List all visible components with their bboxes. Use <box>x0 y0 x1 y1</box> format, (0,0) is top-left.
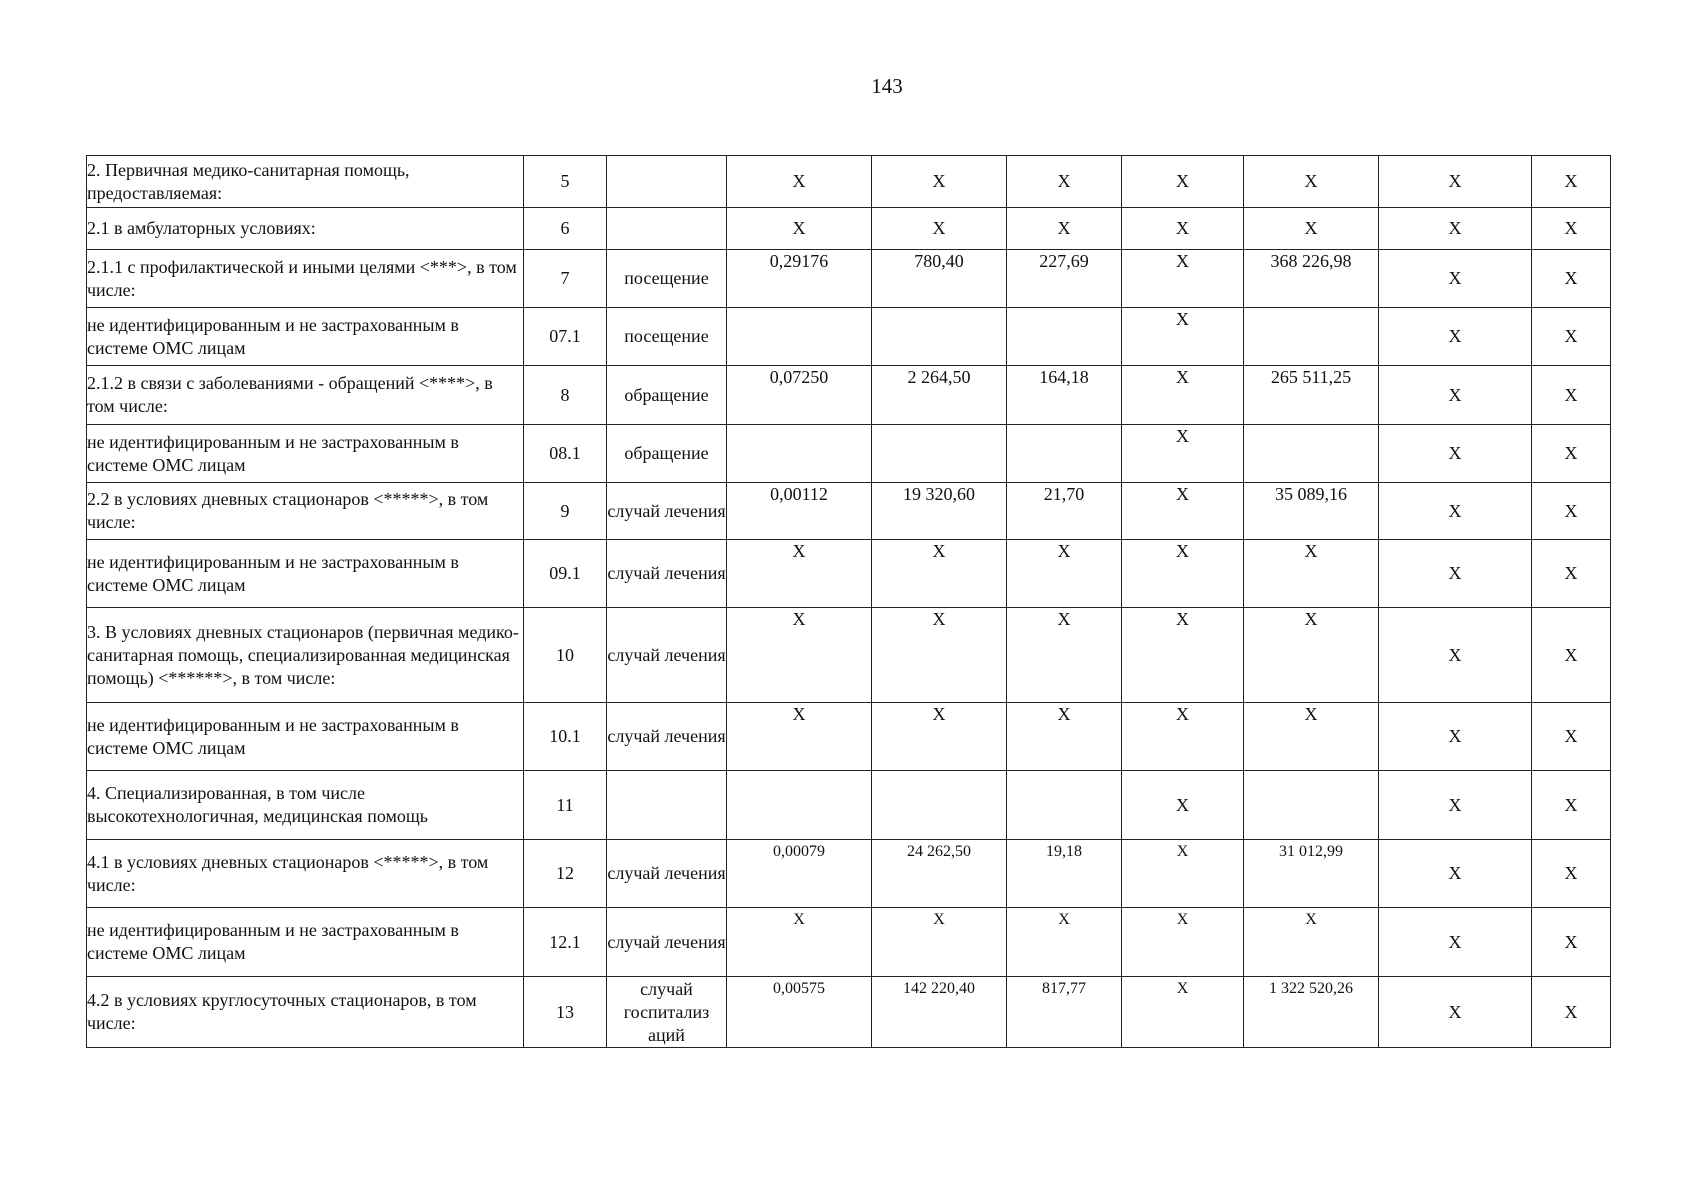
value-cell: X <box>727 703 872 771</box>
x-cell: X <box>1379 366 1532 425</box>
value-cell: X <box>1122 608 1244 703</box>
value-cell: X <box>727 908 872 977</box>
value-cell: X <box>1122 977 1244 1048</box>
unit-cell: случай лечения <box>607 908 727 977</box>
row-number: 12.1 <box>524 908 607 977</box>
value-cell: X <box>1122 250 1244 308</box>
row-label: 2. Первичная медико-санитарная помощь, предоставляемая: <box>87 156 524 208</box>
row-number: 10 <box>524 608 607 703</box>
row-label: 3. В условиях дневных стационаров (первичная медико-санитарная помощь, специализированная медицинская помощь) <******>, в том числе: <box>87 608 524 703</box>
row-label: 2.2 в условиях дневных стационаров <*****>, в том числе: <box>87 483 524 540</box>
row-number: 6 <box>524 208 607 250</box>
value-cell: X <box>1244 608 1379 703</box>
x-cell: X <box>1379 703 1532 771</box>
value-cell: X <box>1122 840 1244 908</box>
value-cell: 368 226,98 <box>1244 250 1379 308</box>
value-cell: X <box>1244 703 1379 771</box>
value-cell: X <box>727 208 872 250</box>
value-cell: 21,70 <box>1007 483 1122 540</box>
row-number: 12 <box>524 840 607 908</box>
value-cell: X <box>1122 771 1244 840</box>
value-cell <box>1244 308 1379 366</box>
value-cell: 24 262,50 <box>872 840 1007 908</box>
x-cell: X <box>1379 977 1532 1048</box>
x-cell: X <box>1379 771 1532 840</box>
x-cell: X <box>1532 483 1611 540</box>
value-cell: 19,18 <box>1007 840 1122 908</box>
unit-cell: посещение <box>607 308 727 366</box>
value-cell: 0,00079 <box>727 840 872 908</box>
unit-cell: обращение <box>607 425 727 483</box>
table-row <box>87 250 1611 308</box>
value-cell: X <box>727 608 872 703</box>
value-cell <box>1244 425 1379 483</box>
value-cell <box>727 425 872 483</box>
unit-cell: посещение <box>607 250 727 308</box>
value-cell: X <box>1122 366 1244 425</box>
page-number: 143 <box>871 74 903 98</box>
x-cell: X <box>1379 540 1532 608</box>
x-cell: X <box>1532 540 1611 608</box>
unit-cell <box>607 156 727 208</box>
value-cell <box>872 425 1007 483</box>
value-cell: 142 220,40 <box>872 977 1007 1048</box>
value-cell: 0,29176 <box>727 250 872 308</box>
x-cell: X <box>1532 703 1611 771</box>
value-cell: 19 320,60 <box>872 483 1007 540</box>
value-cell: 0,07250 <box>727 366 872 425</box>
value-cell: X <box>1007 156 1122 208</box>
value-cell: X <box>872 703 1007 771</box>
value-cell: X <box>872 156 1007 208</box>
x-cell: X <box>1532 366 1611 425</box>
value-cell: X <box>1244 540 1379 608</box>
value-cell: X <box>1244 208 1379 250</box>
value-cell: 265 511,25 <box>1244 366 1379 425</box>
table-row <box>87 908 1611 977</box>
row-label: 4.1 в условиях дневных стационаров <*****>, в том числе: <box>87 840 524 908</box>
value-cell: 31 012,99 <box>1244 840 1379 908</box>
table-row <box>87 208 1611 250</box>
data-table <box>86 155 1611 1048</box>
unit-cell: случай лечения <box>607 703 727 771</box>
row-label: не идентифицированным и не застрахованным в системе ОМС лицам <box>87 703 524 771</box>
unit-cell: случай лечения <box>607 540 727 608</box>
table-row <box>87 540 1611 608</box>
value-cell: X <box>1122 156 1244 208</box>
x-cell: X <box>1532 840 1611 908</box>
value-cell: 0,00112 <box>727 483 872 540</box>
table-row <box>87 977 1611 1048</box>
value-cell <box>1244 771 1379 840</box>
x-cell: X <box>1532 771 1611 840</box>
x-cell: X <box>1379 483 1532 540</box>
x-cell: X <box>1379 425 1532 483</box>
row-label: не идентифицированным и не застрахованным в системе ОМС лицам <box>87 908 524 977</box>
table-row <box>87 425 1611 483</box>
row-label: не идентифицированным и не застрахованным в системе ОМС лицам <box>87 540 524 608</box>
table-row <box>87 771 1611 840</box>
value-cell: X <box>1244 156 1379 208</box>
value-cell: 35 089,16 <box>1244 483 1379 540</box>
x-cell: X <box>1532 208 1611 250</box>
unit-cell: случай лечения <box>607 840 727 908</box>
value-cell: X <box>1122 483 1244 540</box>
value-cell: X <box>1122 908 1244 977</box>
value-cell <box>1007 308 1122 366</box>
table-row <box>87 366 1611 425</box>
row-number: 07.1 <box>524 308 607 366</box>
x-cell: X <box>1379 156 1532 208</box>
value-cell: X <box>727 156 872 208</box>
row-number: 11 <box>524 771 607 840</box>
table-row <box>87 156 1611 208</box>
x-cell: X <box>1379 308 1532 366</box>
unit-cell <box>607 771 727 840</box>
value-cell: X <box>1244 908 1379 977</box>
x-cell: X <box>1379 908 1532 977</box>
value-cell: X <box>872 608 1007 703</box>
row-number: 10.1 <box>524 703 607 771</box>
value-cell: X <box>1007 703 1122 771</box>
table-row <box>87 483 1611 540</box>
row-number: 7 <box>524 250 607 308</box>
unit-cell <box>607 208 727 250</box>
value-cell: X <box>1007 908 1122 977</box>
value-cell: 817,77 <box>1007 977 1122 1048</box>
x-cell: X <box>1379 608 1532 703</box>
value-cell <box>1007 425 1122 483</box>
value-cell <box>727 771 872 840</box>
value-cell: 0,00575 <box>727 977 872 1048</box>
value-cell: 227,69 <box>1007 250 1122 308</box>
value-cell: X <box>1122 208 1244 250</box>
unit-cell: обращение <box>607 366 727 425</box>
value-cell: X <box>872 540 1007 608</box>
row-number: 8 <box>524 366 607 425</box>
value-cell: X <box>1122 308 1244 366</box>
x-cell: X <box>1532 156 1611 208</box>
table-row <box>87 608 1611 703</box>
row-label: 2.1.1 с профилактической и иными целями <***>, в том числе: <box>87 250 524 308</box>
value-cell: 2 264,50 <box>872 366 1007 425</box>
unit-cell: случай лечения <box>607 483 727 540</box>
value-cell <box>872 771 1007 840</box>
row-label: не идентифицированным и не застрахованным в системе ОМС лицам <box>87 308 524 366</box>
x-cell: X <box>1532 908 1611 977</box>
x-cell: X <box>1532 250 1611 308</box>
x-cell: X <box>1532 425 1611 483</box>
value-cell: X <box>872 208 1007 250</box>
table-row <box>87 840 1611 908</box>
value-cell: X <box>1122 540 1244 608</box>
value-cell <box>727 308 872 366</box>
row-number: 9 <box>524 483 607 540</box>
unit-cell: случай госпитализ аций <box>607 977 727 1048</box>
row-number: 5 <box>524 156 607 208</box>
x-cell: X <box>1379 840 1532 908</box>
row-label: 4.2 в условиях круглосуточных стационаров, в том числе: <box>87 977 524 1048</box>
x-cell: X <box>1379 250 1532 308</box>
x-cell: X <box>1532 608 1611 703</box>
row-label: 4. Специализированная, в том числе высокотехнологичная, медицинская помощь <box>87 771 524 840</box>
unit-cell: случай лечения <box>607 608 727 703</box>
value-cell: 1 322 520,26 <box>1244 977 1379 1048</box>
table-row <box>87 308 1611 366</box>
row-number: 13 <box>524 977 607 1048</box>
value-cell: X <box>872 908 1007 977</box>
table-row <box>87 703 1611 771</box>
x-cell: X <box>1532 308 1611 366</box>
value-cell: 780,40 <box>872 250 1007 308</box>
value-cell <box>872 308 1007 366</box>
row-number: 08.1 <box>524 425 607 483</box>
value-cell: X <box>1007 608 1122 703</box>
value-cell: X <box>1007 540 1122 608</box>
x-cell: X <box>1379 208 1532 250</box>
row-label: 2.1 в амбулаторных условиях: <box>87 208 524 250</box>
value-cell: 164,18 <box>1007 366 1122 425</box>
value-cell: X <box>1122 703 1244 771</box>
value-cell: X <box>1007 208 1122 250</box>
row-label: 2.1.2 в связи с заболеваниями - обращений <****>, в том числе: <box>87 366 524 425</box>
value-cell: X <box>1122 425 1244 483</box>
x-cell: X <box>1532 977 1611 1048</box>
table-body <box>87 156 1611 1048</box>
value-cell <box>1007 771 1122 840</box>
row-number: 09.1 <box>524 540 607 608</box>
value-cell: X <box>727 540 872 608</box>
row-label: не идентифицированным и не застрахованным в системе ОМС лицам <box>87 425 524 483</box>
